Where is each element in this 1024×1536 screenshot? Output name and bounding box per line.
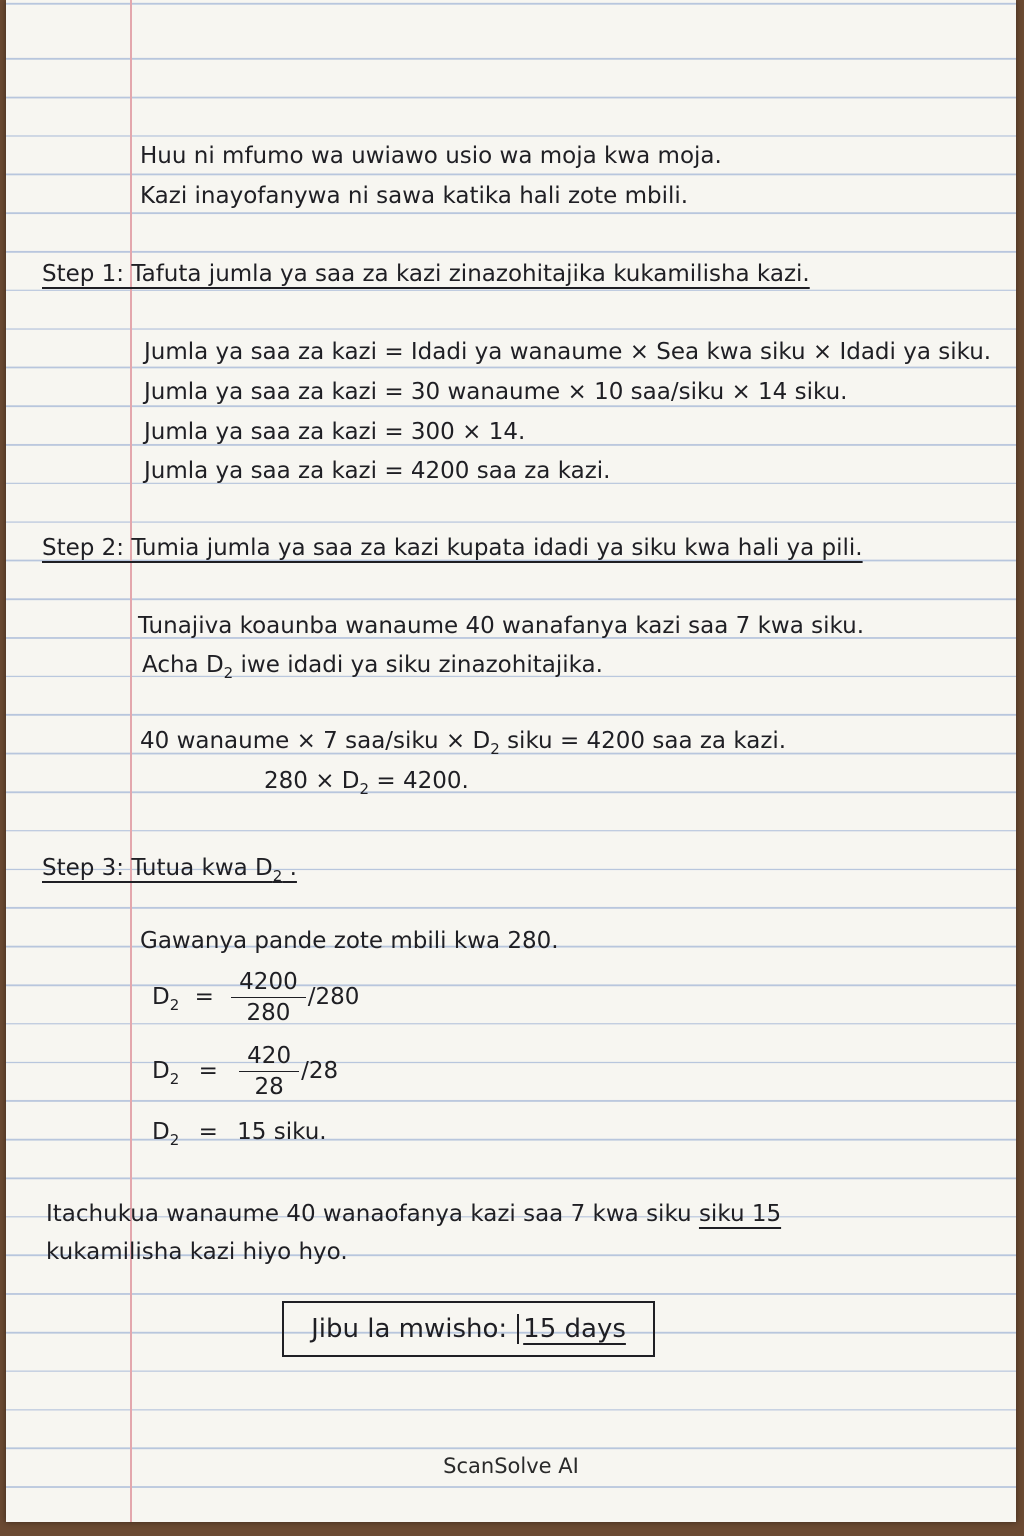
intro-line-2: Kazi inayofanywa ni sawa katika hali zote mbili. [140,183,689,209]
fraction-420-28: $\frac{420}{28}$ [239,1041,299,1102]
step-2-equation-2: $280 \times D_2 = 4200$. [264,768,469,798]
step-3-line-1: Gawanya pande zote mbili kwa 280. [140,928,559,954]
step-1-heading: Step 1: Tafuta jumla ya saa za kazi zinazohitajika kukamilisha kazi. [42,261,810,287]
step-2-heading: Step 2: Tumia jumla ya saa za kazi kupata idadi ya siku kwa hali ya pili. [42,535,863,561]
step-3-result: $D_2 = 15$ siku. [152,1119,327,1149]
step-3-heading: Step 3: Tutua kwa $D_2$ . [42,855,297,885]
brand-watermark: ScanSolve AI [443,1454,579,1478]
conclusion-line-2: kukamilisha kazi hiyo hyo. [46,1239,348,1265]
step-3-fraction-line-2: $D_2$ = $\frac{420}{28}$ /28 [152,1043,339,1100]
step-1-equation-2: Jumla ya saa za kazi = 30 wanaume × 10 saa/siku × 14 siku. [144,379,848,405]
step-2-equation-1: 40 wanaume × 7 saa/siku × $D_2$ siku = 4200 saa za kazi. [140,728,787,758]
step-2-line-1: Tunajiva koaunba wanaume 40 wanafanya kazi saa 7 kwa siku. [138,613,865,639]
step-2-line-2: Acha $D_2$ iwe idadi ya siku zinazohitajika. [142,652,603,682]
step-1-equation-4: Jumla ya saa za kazi = 4200 saa za kazi. [144,458,611,484]
step-1-equation-1: Jumla ya saa za kazi = Idadi ya wanaume × Sea kwa siku × Idadi ya siku. [144,339,992,365]
step-3-fraction-line-1: $D_2$ = $\frac{4200}{280}$ /280 [152,969,360,1026]
final-answer-value: 15 days [517,1314,626,1344]
final-answer-box [282,1301,655,1357]
margin-line [130,0,132,1522]
final-answer-label: Jibu la mwisho: [311,1314,508,1344]
notebook-page [6,0,1016,1522]
conclusion-line-1: Itachukua wanaume 40 wanaofanya kazi saa 7 kwa siku siku 15 [46,1201,782,1227]
fraction-4200-280: $\frac{4200}{280}$ [231,967,306,1028]
step-1-equation-3: Jumla ya saa za kazi = 300 × 14. [144,419,526,445]
intro-line-1: Huu ni mfumo wa uwiawo usio wa moja kwa moja. [140,143,722,169]
